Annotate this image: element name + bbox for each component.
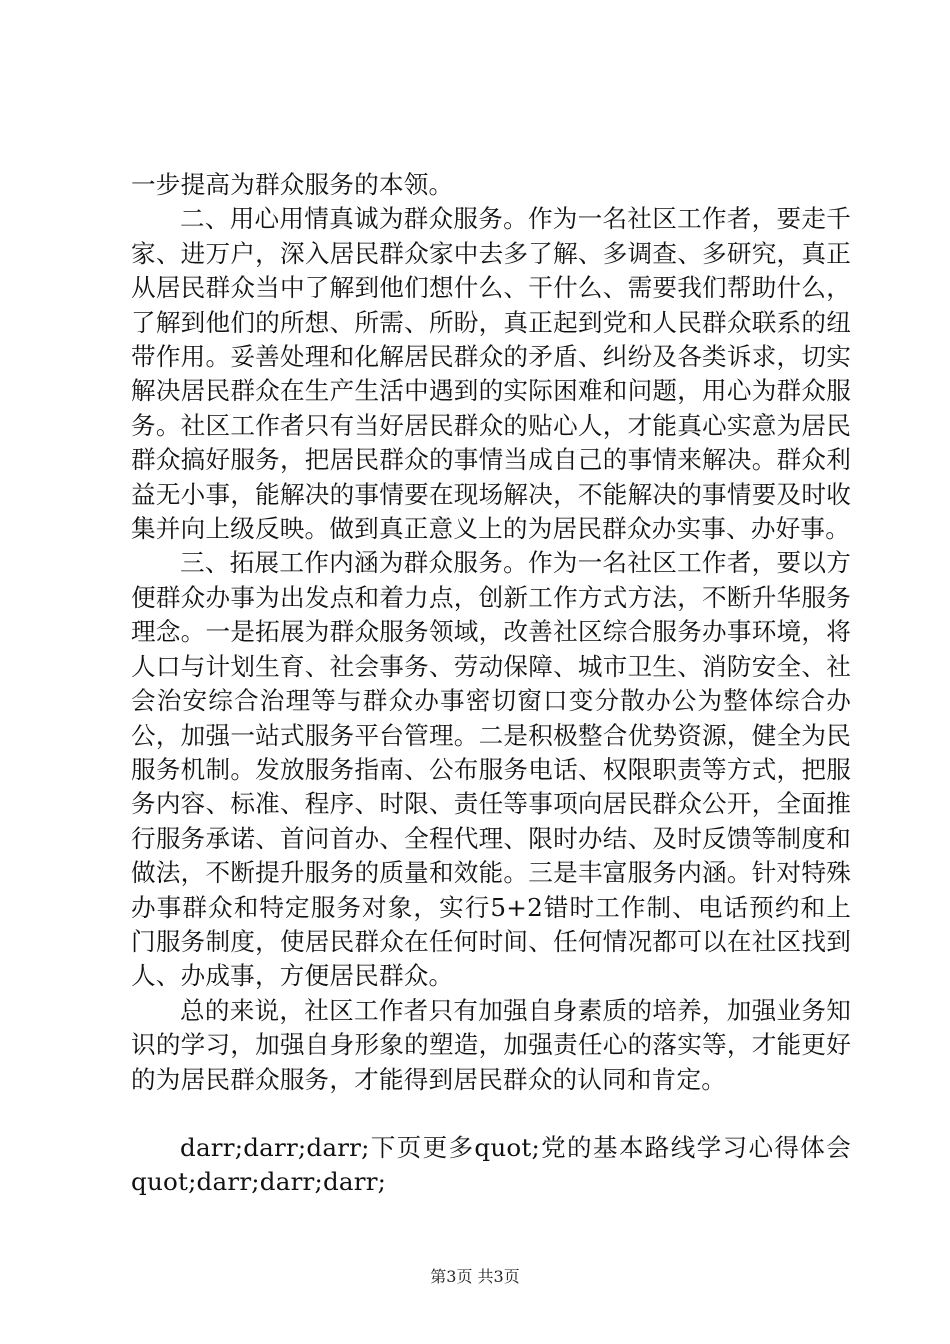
paragraph-section-two: 二、用心用情真诚为群众服务。作为一名社区工作者，要走千家、进万户，深入居民群众家中去多了解、多调查、多研究，真正从居民群众当中了解到他们想什么、干什么、需要我们帮助什么，了解到他们的所想、所需、所盼，真正起到党和人民群众联系的纽带作用。妥善处理和化解居民群众的矛盾、纠纷及各类诉求，切实解决居民群众在生产生活中遇到的实际困难和问题，用心为群众服务。社区工作者只有当好居民群众的贴心人，才能真心实意为居民群众搞好服务，把居民群众的事情当成自己的事情来解决。群众利益无小事，能解决的事情要在现场解决，不能解决的事情要及时收集并向上级反映。做到真正意义上的为居民群众办实事、办好事。: [131, 204, 851, 544]
page-footer: 第3页 共3页: [430, 1267, 520, 1286]
paragraph-continuation: 一步提高为群众服务的本领。: [131, 170, 454, 199]
document-body: [131, 168, 851, 1200]
paragraph-conclusion: 总的来说，社区工作者只有加强自身素质的培养，加强业务知识的学习，加强自身形象的塑造，加强责任心的落实等，才能更好的为居民群众服务，才能得到居民群众的认同和肯定。: [131, 995, 851, 1094]
paragraph-section-three: 三、拓展工作内涵为群众服务。作为一名社区工作者，要以方便群众办事为出发点和着力点，创新工作方式方法，不断升华服务理念。一是拓展为群众服务领域，改善社区综合服务办事环境，将人口与计划生育、社会事务、劳动保障、城市卫生、消防安全、社会治安综合治理等与群众办事密切窗口变分散办公为整体综合办公，加强一站式服务平台管理。二是积极整合优势资源，健全为民服务机制。发放服务指南、公布服务电话、权限职责等方式，把服务内容、标准、程序、时限、责任等事项向居民群众公开，全面推行服务承诺、首问首办、全程代理、限时办结、及时反馈等制度和做法，不断提升服务的质量和效能。三是丰富服务内涵。针对特殊办事群众和特定服务对象，实行5+2错时工作制、电话预约和上门服务制度，使居民群众在任何时间、任何情况都可以在社区找到人、办成事，方便居民群众。: [131, 548, 851, 991]
next-page-link-text: darr;darr;darr;下页更多quot;党的基本路线学习心得体会quot;darr;darr;darr;: [131, 1132, 851, 1197]
